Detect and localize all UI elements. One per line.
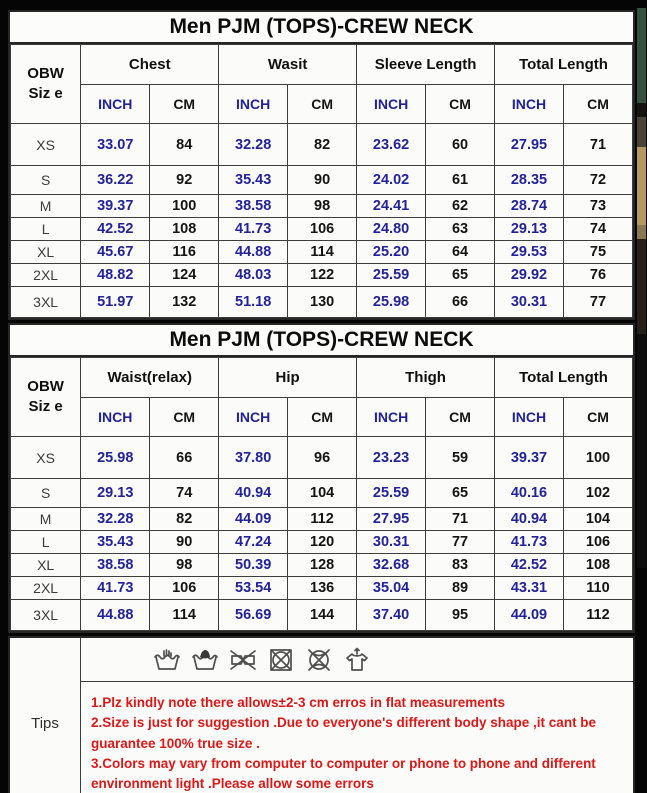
unit-header-inch: INCH [219, 398, 288, 437]
cm-value-cell: 114 [150, 600, 219, 631]
cm-value-cell: 72 [563, 166, 632, 195]
table-row [11, 264, 633, 287]
cm-value-cell: 108 [150, 218, 219, 241]
inch-value-cell: 36.22 [81, 166, 150, 195]
size-table-1 [10, 44, 633, 318]
size-cell: M [11, 508, 81, 531]
size-table-2 [10, 357, 633, 631]
unit-header-cm: CM [150, 398, 219, 437]
inch-value-cell: 41.73 [495, 531, 564, 554]
photo-sliver-band [637, 225, 646, 239]
unit-header-cm: CM [288, 398, 357, 437]
inch-value-cell: 29.53 [495, 241, 564, 264]
table-row [11, 479, 633, 508]
cm-value-cell: 106 [288, 218, 357, 241]
cm-value-cell: 112 [563, 600, 632, 631]
inch-value-cell: 42.52 [495, 554, 564, 577]
table-row [11, 437, 633, 479]
cm-value-cell: 108 [563, 554, 632, 577]
inch-value-cell: 38.58 [81, 554, 150, 577]
table-title: Men PJM (TOPS)-CREW NECK [10, 12, 633, 44]
cm-value-cell: 104 [563, 508, 632, 531]
photo-sliver-band [637, 8, 646, 103]
cm-value-cell: 90 [288, 166, 357, 195]
inch-value-cell: 29.92 [495, 264, 564, 287]
group-header-row [11, 358, 633, 398]
unit-header-row [11, 85, 633, 124]
table-row [11, 287, 633, 318]
table-row [11, 531, 633, 554]
inch-value-cell: 41.73 [81, 577, 150, 600]
unit-header-cm: CM [426, 85, 495, 124]
tip-line: 2.Size is just for suggestion .Due to everyone's different body shape ,it cant be guarantee 100% true size . [91, 715, 597, 751]
inch-value-cell: 30.31 [357, 531, 426, 554]
inch-value-cell: 40.94 [495, 508, 564, 531]
cm-value-cell: 100 [150, 195, 219, 218]
cm-value-cell: 128 [288, 554, 357, 577]
size-column-header-line2: Siz e [28, 85, 63, 102]
tip-line: 3.Colors may vary from computer to computer or phone to phone and different environment light .Please allow some errors [91, 755, 596, 791]
group-header-waist: Wasit [219, 45, 357, 85]
photo-sliver-band [637, 117, 646, 147]
care-icons-row [81, 638, 633, 682]
inch-value-cell: 44.09 [495, 600, 564, 631]
cm-value-cell: 106 [563, 531, 632, 554]
cm-value-cell: 124 [150, 264, 219, 287]
cm-value-cell: 74 [150, 479, 219, 508]
inch-value-cell: 50.39 [219, 554, 288, 577]
unit-header-cm: CM [426, 398, 495, 437]
group-header-total-length: Total Length [495, 358, 633, 398]
inch-value-cell: 23.62 [357, 124, 426, 166]
cm-value-cell: 100 [563, 437, 632, 479]
inch-value-cell: 51.97 [81, 287, 150, 318]
cm-value-cell: 130 [288, 287, 357, 318]
cm-value-cell: 114 [288, 241, 357, 264]
cm-value-cell: 77 [563, 287, 632, 318]
inch-value-cell: 40.94 [219, 479, 288, 508]
inch-value-cell: 32.68 [357, 554, 426, 577]
size-column-header [11, 358, 81, 437]
inch-value-cell: 27.95 [495, 124, 564, 166]
size-column-header-line2: Siz e [28, 398, 63, 415]
cm-value-cell: 110 [563, 577, 632, 600]
table-row [11, 508, 633, 531]
inch-value-cell: 25.59 [357, 264, 426, 287]
unit-header-row [11, 398, 633, 437]
table-row [11, 166, 633, 195]
inch-value-cell: 42.52 [81, 218, 150, 241]
inch-value-cell: 48.03 [219, 264, 288, 287]
inch-value-cell: 47.24 [219, 531, 288, 554]
cm-value-cell: 120 [288, 531, 357, 554]
cm-value-cell: 66 [150, 437, 219, 479]
size-cell: 3XL [11, 287, 81, 318]
unit-header-cm: CM [150, 85, 219, 124]
size-cell: 2XL [11, 264, 81, 287]
table-title: Men PJM (TOPS)-CREW NECK [10, 325, 633, 357]
cm-value-cell: 62 [426, 195, 495, 218]
cm-value-cell: 60 [426, 124, 495, 166]
hang-to-dry-icon [343, 647, 371, 673]
inch-value-cell: 39.37 [495, 437, 564, 479]
cm-value-cell: 106 [150, 577, 219, 600]
do-not-wring-icon [229, 647, 257, 673]
size-cell: XS [11, 437, 81, 479]
size-column-header [11, 45, 81, 124]
inch-value-cell: 37.40 [357, 600, 426, 631]
table-row [11, 600, 633, 631]
inch-value-cell: 28.74 [495, 195, 564, 218]
group-header-waist-relax: Waist(relax) [81, 358, 219, 398]
inch-value-cell: 44.88 [81, 600, 150, 631]
size-cell: XS [11, 124, 81, 166]
unit-header-inch: INCH [81, 85, 150, 124]
cm-value-cell: 71 [426, 508, 495, 531]
inch-value-cell: 44.88 [219, 241, 288, 264]
hand-wash-filled-icon [191, 647, 219, 673]
inch-value-cell: 44.09 [219, 508, 288, 531]
inch-value-cell: 24.02 [357, 166, 426, 195]
table-row [11, 241, 633, 264]
inch-value-cell: 27.95 [357, 508, 426, 531]
size-table-block-1 [8, 10, 635, 320]
inch-value-cell: 25.20 [357, 241, 426, 264]
inch-value-cell: 51.18 [219, 287, 288, 318]
tip-line: 1.Plz kindly note there allows±2-3 cm erros in flat measurements [91, 695, 506, 710]
photo-sliver-band [637, 147, 646, 225]
cm-value-cell: 136 [288, 577, 357, 600]
table-row [11, 218, 633, 241]
table-row [11, 195, 633, 218]
cm-value-cell: 59 [426, 437, 495, 479]
size-chart-sheet [8, 10, 635, 793]
cm-value-cell: 61 [426, 166, 495, 195]
photo-sliver-band [637, 334, 646, 568]
group-header-row [11, 45, 633, 85]
inch-value-cell: 29.13 [81, 479, 150, 508]
cm-value-cell: 104 [288, 479, 357, 508]
inch-value-cell: 23.23 [357, 437, 426, 479]
cm-value-cell: 75 [563, 241, 632, 264]
size-cell: XL [11, 554, 81, 577]
cm-value-cell: 66 [426, 287, 495, 318]
cm-value-cell: 83 [426, 554, 495, 577]
cm-value-cell: 63 [426, 218, 495, 241]
cm-value-cell: 112 [288, 508, 357, 531]
inch-value-cell: 53.54 [219, 577, 288, 600]
cm-value-cell: 73 [563, 195, 632, 218]
cm-value-cell: 84 [150, 124, 219, 166]
unit-header-inch: INCH [357, 85, 426, 124]
size-cell: M [11, 195, 81, 218]
size-cell: 2XL [11, 577, 81, 600]
care-and-tips-block [8, 636, 635, 793]
inch-value-cell: 33.07 [81, 124, 150, 166]
cm-value-cell: 65 [426, 479, 495, 508]
table-row [11, 577, 633, 600]
inch-value-cell: 41.73 [219, 218, 288, 241]
cm-value-cell: 95 [426, 600, 495, 631]
unit-header-inch: INCH [495, 398, 564, 437]
table-row [11, 554, 633, 577]
inch-value-cell: 29.13 [495, 218, 564, 241]
group-header-thigh: Thigh [357, 358, 495, 398]
photo-sliver-band [637, 239, 646, 334]
inch-value-cell: 40.16 [495, 479, 564, 508]
unit-header-cm: CM [563, 398, 632, 437]
unit-header-cm: CM [563, 85, 632, 124]
inch-value-cell: 56.69 [219, 600, 288, 631]
inch-value-cell: 48.82 [81, 264, 150, 287]
hand-wash-icon [153, 647, 181, 673]
cm-value-cell: 98 [150, 554, 219, 577]
size-cell: 3XL [11, 600, 81, 631]
table-row [11, 124, 633, 166]
group-header-chest: Chest [81, 45, 219, 85]
cm-value-cell: 132 [150, 287, 219, 318]
photo-sliver-band [637, 103, 646, 117]
cm-value-cell: 65 [426, 264, 495, 287]
inch-value-cell: 35.43 [219, 166, 288, 195]
size-cell: L [11, 531, 81, 554]
size-column-header-line1: OBW [27, 64, 64, 82]
inch-value-cell: 30.31 [495, 287, 564, 318]
inch-value-cell: 25.98 [357, 287, 426, 318]
size-table-block-2 [8, 323, 635, 633]
cm-value-cell: 64 [426, 241, 495, 264]
inch-value-cell: 37.80 [219, 437, 288, 479]
inch-value-cell: 39.37 [81, 195, 150, 218]
unit-header-inch: INCH [219, 85, 288, 124]
photo-sliver [637, 8, 646, 568]
inch-value-cell: 35.43 [81, 531, 150, 554]
size-cell: S [11, 166, 81, 195]
group-header-sleeve-length: Sleeve Length [357, 45, 495, 85]
cm-value-cell: 76 [563, 264, 632, 287]
cm-value-cell: 122 [288, 264, 357, 287]
cm-value-cell: 71 [563, 124, 632, 166]
cm-value-cell: 98 [288, 195, 357, 218]
cm-value-cell: 96 [288, 437, 357, 479]
cm-value-cell: 77 [426, 531, 495, 554]
inch-value-cell: 38.58 [219, 195, 288, 218]
tips-text [81, 682, 633, 793]
unit-header-cm: CM [288, 85, 357, 124]
cm-value-cell: 144 [288, 600, 357, 631]
cm-value-cell: 89 [426, 577, 495, 600]
size-column-header-line1: OBW [27, 377, 64, 395]
inch-value-cell: 28.35 [495, 166, 564, 195]
inch-value-cell: 25.59 [357, 479, 426, 508]
inch-value-cell: 35.04 [357, 577, 426, 600]
tips-label: Tips [10, 638, 81, 793]
unit-header-inch: INCH [357, 398, 426, 437]
unit-header-inch: INCH [81, 398, 150, 437]
cm-value-cell: 82 [150, 508, 219, 531]
cm-value-cell: 102 [563, 479, 632, 508]
size-cell: S [11, 479, 81, 508]
inch-value-cell: 24.80 [357, 218, 426, 241]
inch-value-cell: 32.28 [219, 124, 288, 166]
inch-value-cell: 45.67 [81, 241, 150, 264]
size-cell: XL [11, 241, 81, 264]
cm-value-cell: 82 [288, 124, 357, 166]
cm-value-cell: 92 [150, 166, 219, 195]
inch-value-cell: 43.31 [495, 577, 564, 600]
group-header-hip: Hip [219, 358, 357, 398]
unit-header-inch: INCH [495, 85, 564, 124]
do-not-dry-clean-icon [305, 647, 333, 673]
size-cell: L [11, 218, 81, 241]
inch-value-cell: 24.41 [357, 195, 426, 218]
care-tips-right-column [81, 638, 633, 793]
inch-value-cell: 32.28 [81, 508, 150, 531]
do-not-tumble-dry-icon [267, 647, 295, 673]
cm-value-cell: 74 [563, 218, 632, 241]
cm-value-cell: 90 [150, 531, 219, 554]
inch-value-cell: 25.98 [81, 437, 150, 479]
group-header-total-length: Total Length [495, 45, 633, 85]
cm-value-cell: 116 [150, 241, 219, 264]
